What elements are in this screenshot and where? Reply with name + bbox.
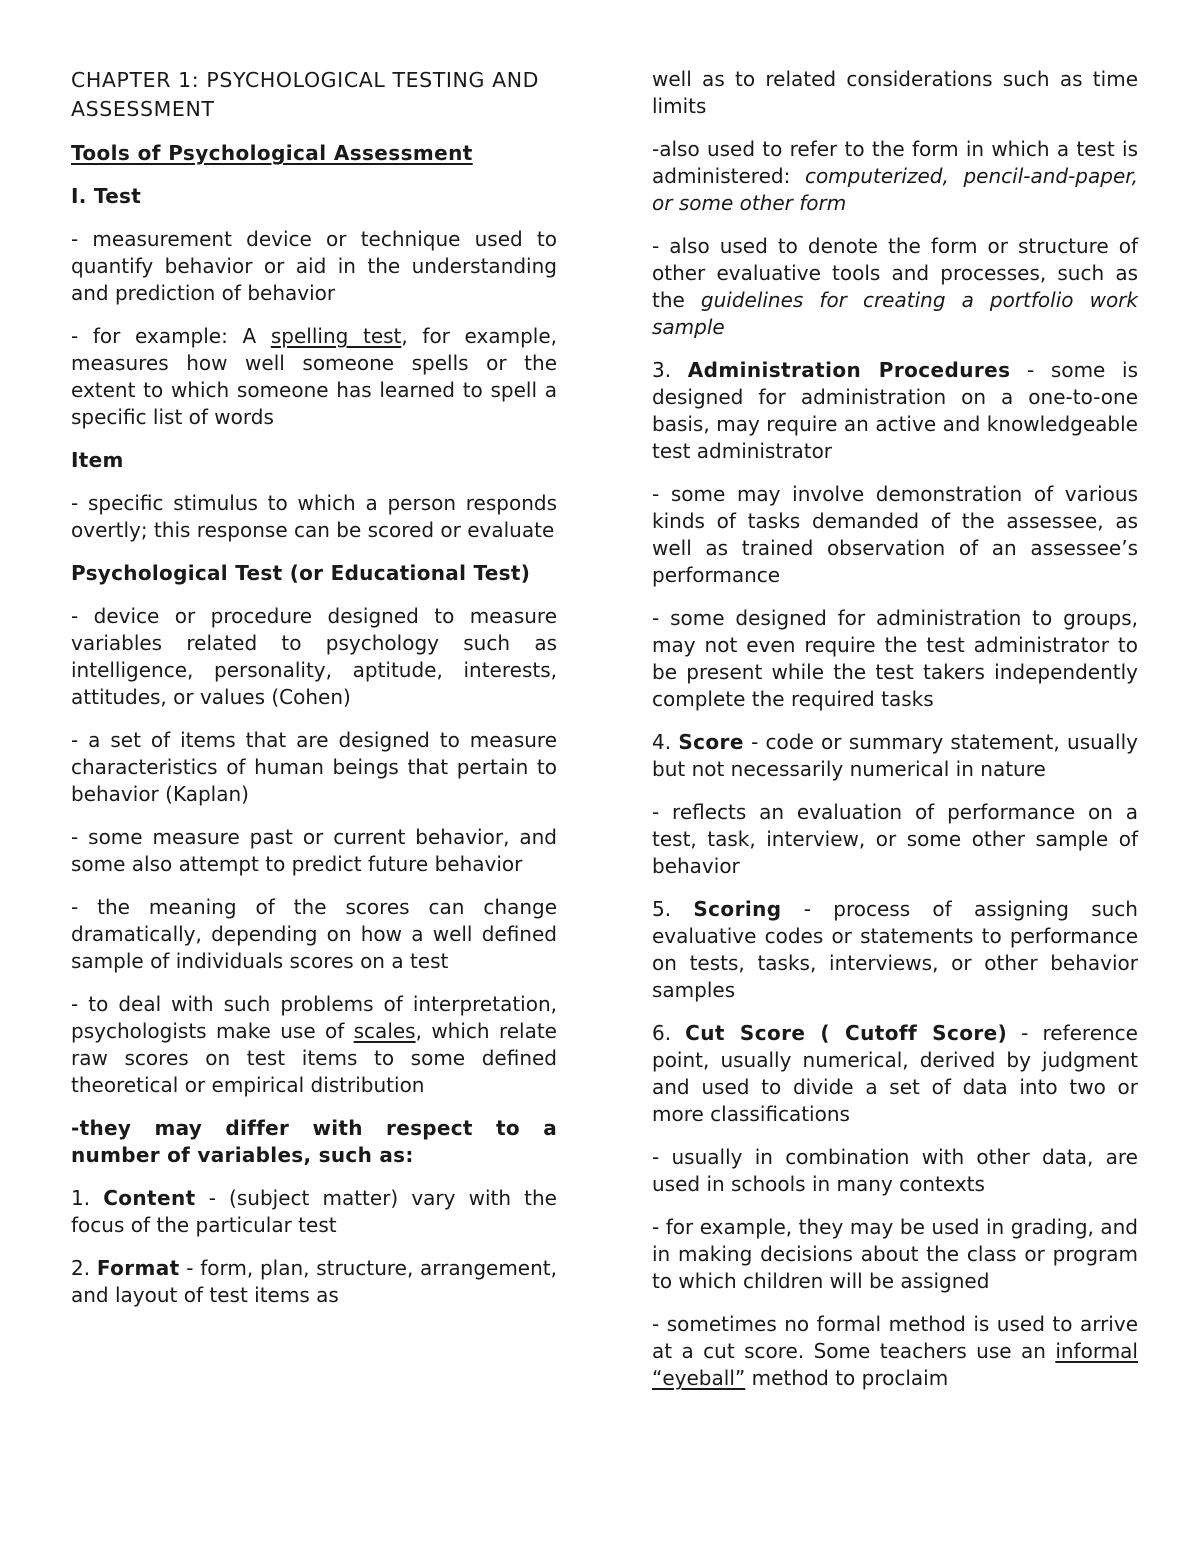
format-p3-italic: guidelines for creating a portfolio work sample — [652, 288, 1138, 339]
admin-entry — [652, 357, 1138, 465]
section-title: Tools of Psychological Assessment — [71, 141, 473, 165]
format-continued: well as to related considerations such as time limits — [652, 67, 1138, 118]
eyeball-term: informal “eyeball” — [652, 1339, 1138, 1390]
cut-score-term: Cut Score ( Cutoff Score) — [685, 1021, 1008, 1045]
right-column — [652, 66, 1138, 1408]
admin-p3: - some designed for administration to groups, may not even require the test administrator to be present while the test takers independently complete the required tasks — [652, 606, 1138, 711]
differ-heading: -they may differ with respect to a number of variables, such as: — [71, 1116, 557, 1167]
cut-score-p4-pre: - sometimes no formal method is used to arrive at a cut score. Some teachers use an — [652, 1312, 1138, 1363]
cut-score-definition: - reference point, usually numerical, derived by judgment and used to divide a set of data into two or more classifications — [652, 1021, 1138, 1126]
content-number: 1. — [71, 1186, 104, 1210]
format-number: 2. — [71, 1256, 97, 1280]
test-heading: I. Test — [71, 184, 142, 208]
scales-term: scales — [353, 1019, 416, 1043]
item-heading: Item — [71, 448, 124, 472]
cut-score-p3: - for example, they may be used in grading, and in making decisions about the class or program to which children will be assigned — [652, 1215, 1138, 1293]
scoring-number: 5. — [652, 897, 694, 921]
test-example-pre: - for example: A — [71, 324, 271, 348]
test-example-post: , for example, measures how well someone spells or the extent to which someone has learned to spell a specific list of words — [71, 324, 558, 429]
content-definition: - (subject matter) vary with the focus of the particular test — [71, 1186, 557, 1237]
psych-test-p3: - some measure past or current behavior, and some also attempt to predict future behavior — [71, 825, 557, 876]
admin-term: Administration Procedures — [687, 358, 1011, 382]
chapter-title: CHAPTER 1: PSYCHOLOGICAL TESTING AND ASSESSMENT — [71, 68, 540, 121]
test-example — [71, 323, 557, 431]
score-term: Score — [678, 730, 744, 754]
spelling-test-term: spelling test — [270, 324, 402, 348]
left-column — [71, 66, 557, 1325]
test-definition: - measurement device or technique used to quantify behavior or aid in the understanding and prediction of behavior — [71, 227, 557, 305]
psych-test-heading: Psychological Test (or Educational Test) — [71, 561, 531, 585]
admin-p2: - some may involve demonstration of various kinds of tasks demanded of the assessee, as well as trained observation of an assessee’s performance — [652, 482, 1138, 587]
content-entry — [71, 1185, 557, 1239]
format-definition: - form, plan, structure, arrangement, and layout of test items as — [71, 1256, 557, 1307]
content-term: Content — [103, 1186, 196, 1210]
format-entry — [71, 1255, 557, 1309]
cut-score-entry — [652, 1020, 1138, 1128]
cut-score-number: 6. — [652, 1021, 686, 1045]
scoring-term: Scoring — [693, 897, 782, 921]
psych-test-p4: - the meaning of the scores can change dramatically, depending on how a well defined sample of individuals scores on a test — [71, 895, 557, 973]
format-p2 — [652, 136, 1138, 217]
score-p2: - reflects an evaluation of performance on a test, task, interview, or some other sample of behavior — [652, 800, 1138, 878]
psych-test-p5-post: , which relate raw scores on test items to some defined theoretical or empirical distribution — [71, 1019, 557, 1097]
psych-test-p1: - device or procedure designed to measure variables related to psychology such as intelligence, personality, aptitude, interests, attitudes, or values (Cohen) — [71, 604, 557, 709]
score-definition: - code or summary statement, usually but not necessarily numerical in nature — [652, 730, 1138, 781]
scoring-definition: - process of assigning such evaluative codes or statements to performance on tests, tasks, interviews, or other behavior samples — [652, 897, 1138, 1002]
psych-test-p5-pre: - to deal with such problems of interpretation, psychologists make use of — [71, 992, 557, 1043]
admin-number: 3. — [652, 358, 688, 382]
psych-test-p2: - a set of items that are designed to measure characteristics of human beings that pertain to behavior (Kaplan) — [71, 728, 557, 806]
format-p2-pre: -also used to refer to the form in which a test is administered: — [652, 137, 1138, 188]
scoring-entry — [652, 896, 1138, 1004]
score-entry — [652, 729, 1138, 783]
psych-test-p5 — [71, 991, 557, 1099]
format-term: Format — [96, 1256, 180, 1280]
admin-definition: - some is designed for administration on a one-to-one basis, may require an active and knowledgeable test administrator — [652, 358, 1138, 463]
cut-score-p4-post: method to proclaim — [745, 1366, 949, 1390]
format-p2-italic: computerized, pencil-and-paper, or some other form — [652, 164, 1138, 215]
cut-score-p4 — [652, 1311, 1138, 1392]
item-definition: - specific stimulus to which a person responds overtly; this response can be scored or evaluate — [71, 491, 557, 542]
format-p3-pre: - also used to denote the form or structure of other evaluative tools and processes, such as the — [652, 234, 1138, 312]
score-number: 4. — [652, 730, 679, 754]
format-p3 — [652, 233, 1138, 341]
cut-score-p2: - usually in combination with other data, are used in schools in many contexts — [652, 1145, 1138, 1196]
